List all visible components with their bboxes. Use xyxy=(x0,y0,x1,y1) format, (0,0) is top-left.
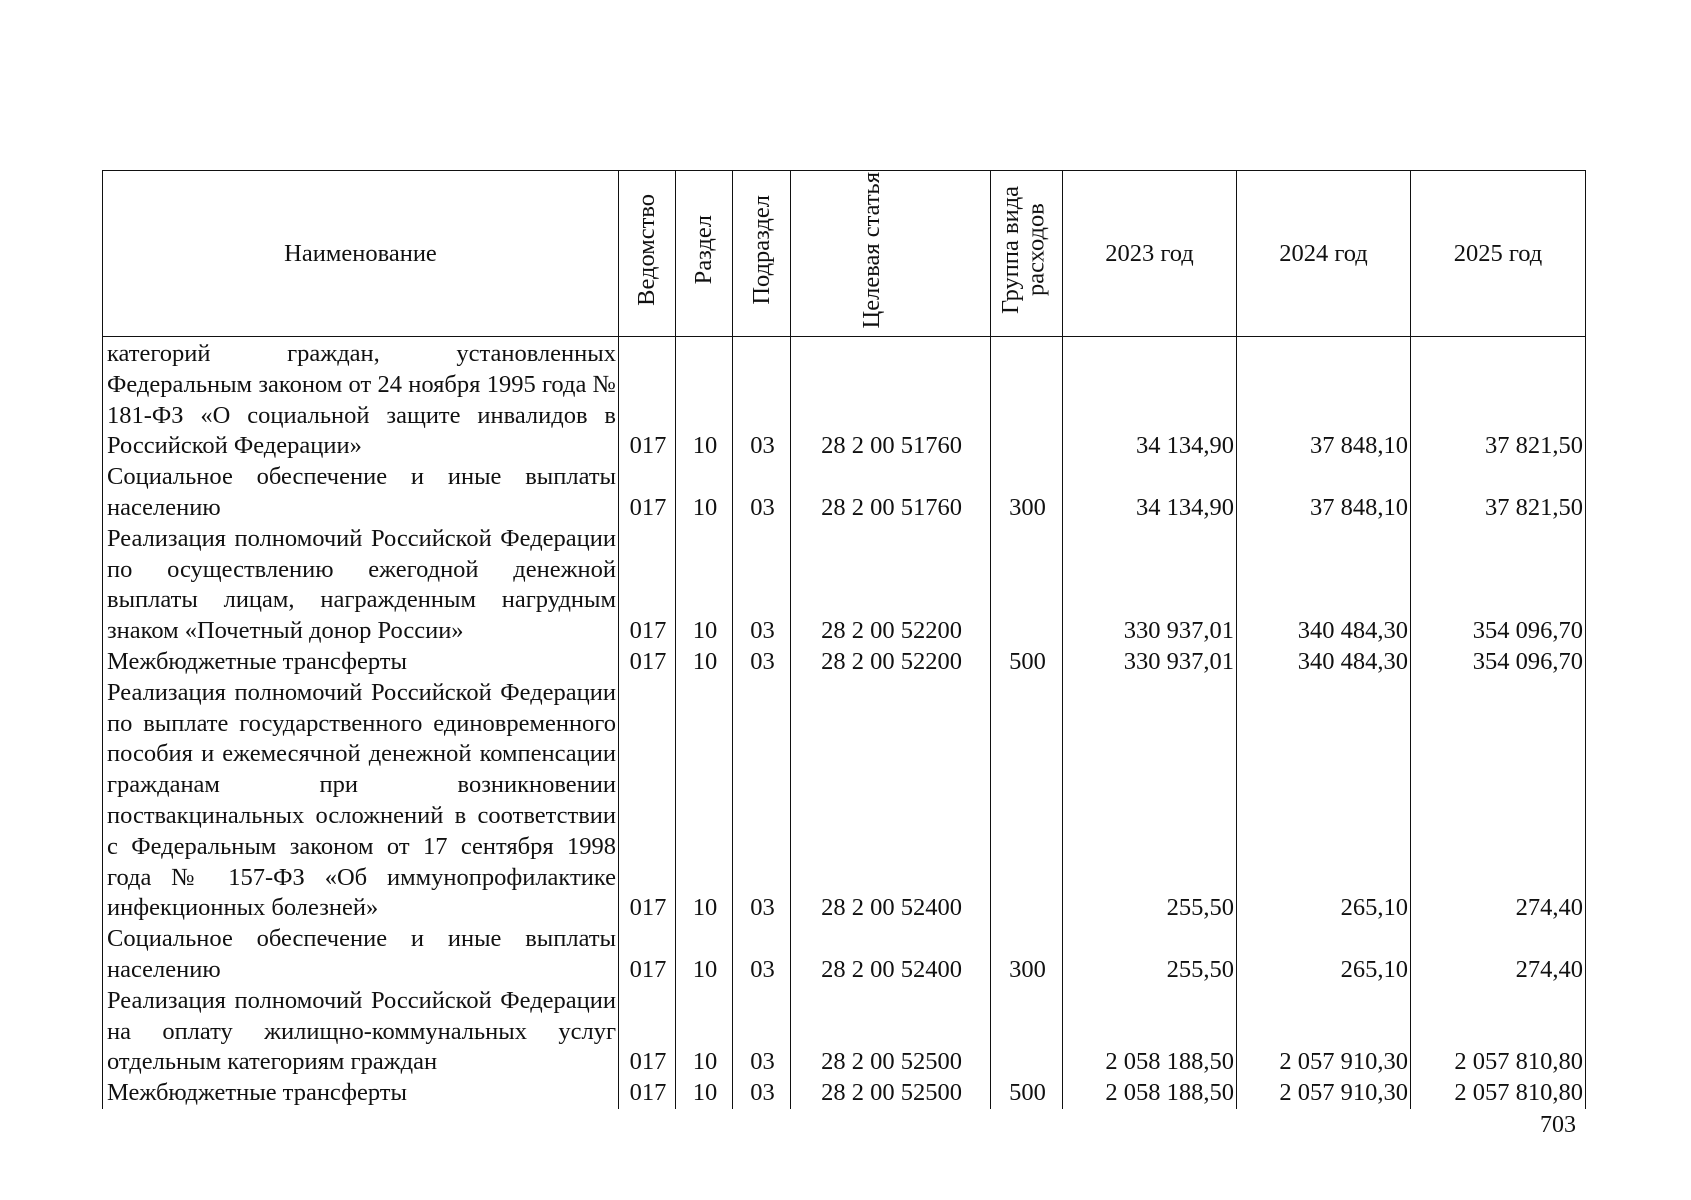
cell-razdel: 10 xyxy=(676,647,733,678)
header-podrazdel: Подраздел xyxy=(733,171,791,337)
header-year-2024: 2024 год xyxy=(1237,171,1411,337)
cell-razdel: 10 xyxy=(676,678,733,924)
cell-podrazdel: 03 xyxy=(733,462,791,524)
cell-podrazdel: 03 xyxy=(733,647,791,678)
cell-vedomstvo: 017 xyxy=(619,924,676,986)
cell-celevaya-statya: 28 2 00 52400 xyxy=(791,924,991,986)
table-row xyxy=(103,462,1586,524)
cell-year-2025: 274,40 xyxy=(1411,678,1586,924)
cell-razdel: 10 xyxy=(676,524,733,647)
header-year-2023: 2023 год xyxy=(1063,171,1237,337)
table-row xyxy=(103,1078,1586,1109)
cell-podrazdel: 03 xyxy=(733,924,791,986)
cell-name: Социальное обеспечение и иные выплаты населению xyxy=(103,924,619,986)
cell-year-2025: 354 096,70 xyxy=(1411,524,1586,647)
cell-year-2023: 2 058 188,50 xyxy=(1063,986,1237,1078)
header-celevaya-statya: Целевая статья xyxy=(791,171,991,337)
cell-vedomstvo: 017 xyxy=(619,647,676,678)
header-name: Наименование xyxy=(103,171,619,337)
cell-name: Социальное обеспечение и иные выплаты населению xyxy=(103,462,619,524)
cell-name: Реализация полномочий Российской Федерации по выплате государственного единовременного пособия и ежемесячной денежной компенсации гражданам при возникновении поствакцинальных осложнений в соответствии с Федеральным законом от 17 сентября 1998 года № 157-ФЗ «Об иммунопрофилактике инфекционных болезней» xyxy=(103,678,619,924)
cell-year-2025: 2 057 810,80 xyxy=(1411,1078,1586,1109)
cell-year-2024: 37 848,10 xyxy=(1237,337,1411,463)
cell-gruppa-vida-rashodov: 300 xyxy=(991,924,1063,986)
header-razdel: Раздел xyxy=(676,171,733,337)
cell-year-2024: 265,10 xyxy=(1237,924,1411,986)
cell-year-2024: 340 484,30 xyxy=(1237,524,1411,647)
cell-gruppa-vida-rashodov: 300 xyxy=(991,462,1063,524)
header-vedomstvo: Ведомство xyxy=(619,171,676,337)
cell-year-2023: 34 134,90 xyxy=(1063,337,1237,463)
cell-year-2024: 340 484,30 xyxy=(1237,647,1411,678)
cell-year-2023: 2 058 188,50 xyxy=(1063,1078,1237,1109)
cell-year-2023: 34 134,90 xyxy=(1063,462,1237,524)
cell-vedomstvo: 017 xyxy=(619,678,676,924)
cell-gruppa-vida-rashodov xyxy=(991,678,1063,924)
header-gruppa-vida-rashodov: Группа вида расходов xyxy=(991,171,1063,337)
cell-podrazdel: 03 xyxy=(733,524,791,647)
cell-celevaya-statya: 28 2 00 51760 xyxy=(791,337,991,463)
cell-podrazdel: 03 xyxy=(733,1078,791,1109)
table-row xyxy=(103,337,1586,463)
cell-celevaya-statya: 28 2 00 52400 xyxy=(791,678,991,924)
cell-vedomstvo: 017 xyxy=(619,337,676,463)
cell-year-2024: 265,10 xyxy=(1237,678,1411,924)
cell-gruppa-vida-rashodov: 500 xyxy=(991,1078,1063,1109)
cell-vedomstvo: 017 xyxy=(619,524,676,647)
cell-year-2023: 255,50 xyxy=(1063,924,1237,986)
cell-year-2024: 2 057 910,30 xyxy=(1237,1078,1411,1109)
cell-name: категорий граждан, установленных Федеральным законом от 24 ноября 1995 года № 181-ФЗ «О социальной защите инвалидов в Российской Федерации» xyxy=(103,337,619,463)
cell-gruppa-vida-rashodov xyxy=(991,524,1063,647)
cell-razdel: 10 xyxy=(676,462,733,524)
cell-name: Реализация полномочий Российской Федерации по осуществлению ежегодной денежной выплаты лицам, награжденным нагрудным знаком «Почетный донор России» xyxy=(103,524,619,647)
cell-name: Межбюджетные трансферты xyxy=(103,1078,619,1109)
table-row xyxy=(103,524,1586,647)
cell-year-2023: 255,50 xyxy=(1063,678,1237,924)
cell-year-2025: 37 821,50 xyxy=(1411,337,1586,463)
cell-year-2023: 330 937,01 xyxy=(1063,524,1237,647)
cell-year-2023: 330 937,01 xyxy=(1063,647,1237,678)
cell-year-2025: 354 096,70 xyxy=(1411,647,1586,678)
cell-vedomstvo: 017 xyxy=(619,1078,676,1109)
header-year-2025: 2025 год xyxy=(1411,171,1586,337)
cell-razdel: 10 xyxy=(676,1078,733,1109)
cell-razdel: 10 xyxy=(676,986,733,1078)
budget-table xyxy=(102,170,1586,1109)
table-row xyxy=(103,678,1586,924)
cell-celevaya-statya: 28 2 00 51760 xyxy=(791,462,991,524)
cell-name: Межбюджетные трансферты xyxy=(103,647,619,678)
table-row xyxy=(103,647,1586,678)
table-row xyxy=(103,924,1586,986)
cell-gruppa-vida-rashodov: 500 xyxy=(991,647,1063,678)
cell-year-2025: 2 057 810,80 xyxy=(1411,986,1586,1078)
table-header xyxy=(103,171,1586,337)
cell-podrazdel: 03 xyxy=(733,986,791,1078)
cell-vedomstvo: 017 xyxy=(619,986,676,1078)
cell-podrazdel: 03 xyxy=(733,678,791,924)
table-body xyxy=(103,337,1586,1109)
cell-podrazdel: 03 xyxy=(733,337,791,463)
cell-year-2025: 274,40 xyxy=(1411,924,1586,986)
cell-gruppa-vida-rashodov xyxy=(991,337,1063,463)
cell-celevaya-statya: 28 2 00 52200 xyxy=(791,647,991,678)
cell-year-2025: 37 821,50 xyxy=(1411,462,1586,524)
cell-celevaya-statya: 28 2 00 52200 xyxy=(791,524,991,647)
table-row xyxy=(103,986,1586,1078)
cell-gruppa-vida-rashodov xyxy=(991,986,1063,1078)
cell-celevaya-statya: 28 2 00 52500 xyxy=(791,986,991,1078)
cell-razdel: 10 xyxy=(676,337,733,463)
cell-name: Реализация полномочий Российской Федерации на оплату жилищно-коммунальных услуг отдельным категориям граждан xyxy=(103,986,619,1078)
cell-vedomstvo: 017 xyxy=(619,462,676,524)
cell-year-2024: 2 057 910,30 xyxy=(1237,986,1411,1078)
cell-year-2024: 37 848,10 xyxy=(1237,462,1411,524)
cell-celevaya-statya: 28 2 00 52500 xyxy=(791,1078,991,1109)
cell-razdel: 10 xyxy=(676,924,733,986)
page-number: 703 xyxy=(1540,1112,1576,1138)
